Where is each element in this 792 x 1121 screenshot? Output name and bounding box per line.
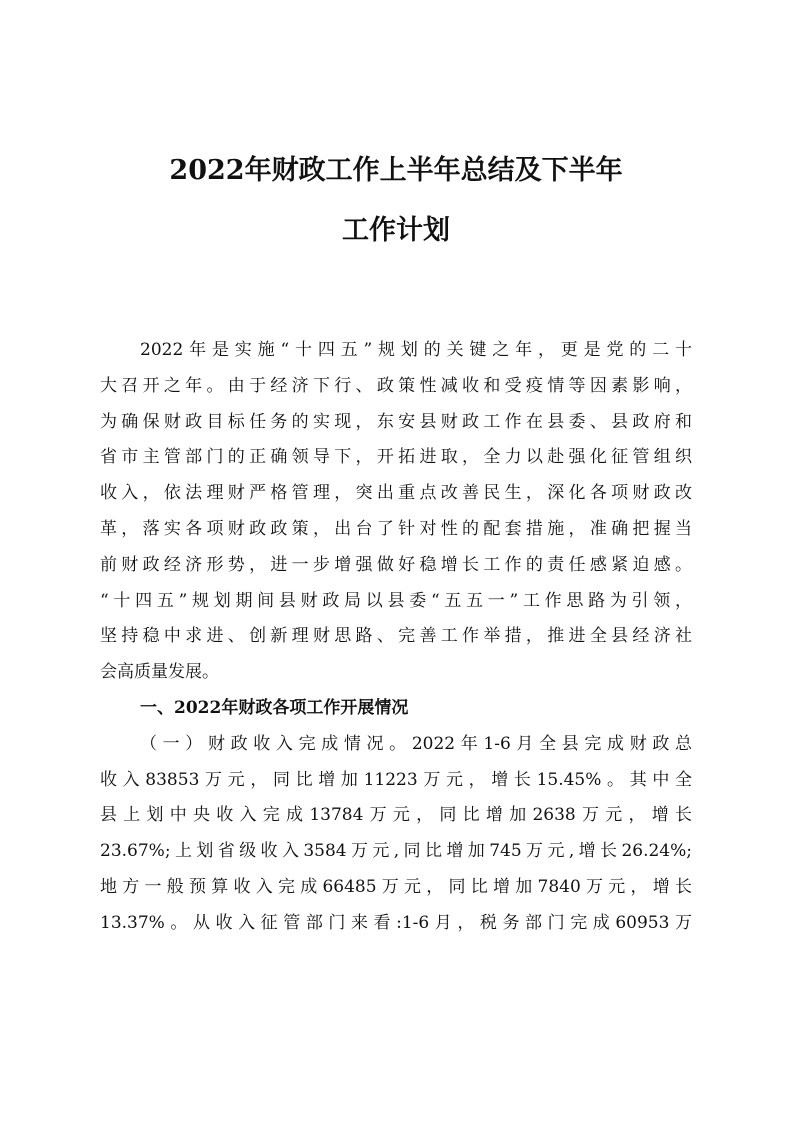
paragraph-2-line: 县上划中央收入完成13784万元，同比增加2638万元，增长 (100, 805, 692, 826)
paragraph-1-line: 大召开之年。由于经济下行、政策性减收和受疫情等因素影响， (100, 375, 692, 396)
paragraph-2-line: 地方一般预算收入完成66485万元，同比增加7840万元，增长 (100, 876, 692, 897)
section-heading: 一、2022年财政各项工作开展情况 (140, 697, 409, 718)
paragraph-1-line: “十四五”规划期间县财政局以县委“五五一”工作思路为引领， (100, 590, 692, 611)
paragraph-2-line: 13.37%。从收入征管部门来看:1-6月，税务部门完成60953万 (100, 912, 692, 933)
paragraph-1-line: 省市主管部门的正确领导下，开拓进取，全力以赴强化征管组织 (100, 447, 692, 468)
paragraph-2-line: 收入83853万元，同比增加11223万元，增长15.45%。其中全 (100, 769, 692, 790)
paragraph-1-line: 坚持稳中求进、创新理财思路、完善工作举措，推进全县经济社 (100, 626, 692, 647)
paragraph-1-line: 收入，依法理财严格管理，突出重点改善民生，深化各项财政改 (100, 483, 692, 504)
paragraph-2-line: （一）财政收入完成情况。2022年1-6月全县完成财政总 (140, 733, 692, 754)
paragraph-1-line: 革，落实各项财政政策，出台了针对性的配套措施，准确把握当 (100, 518, 692, 539)
paragraph-1-line: 为确保财政目标任务的实现，东安县财政工作在县委、县政府和 (100, 411, 692, 432)
paragraph-1-line: 2022年是实施“十四五”规划的关键之年，更是党的二十 (140, 340, 692, 360)
document-body (100, 333, 692, 942)
document-title-line-2: 工作计划 (342, 215, 450, 246)
paragraph-1-line: 会高质量发展。 (100, 662, 219, 683)
paragraph-2-line: 23.67%;上划省级收入3584万元,同比增加745万元,增长26.24%; (100, 841, 692, 862)
document-title-line-1: 2022年财政工作上半年总结及下半年 (169, 155, 623, 186)
paragraph-1-line: 前财政经济形势，进一步增强做好稳增长工作的责任感紧迫感。 (100, 554, 692, 575)
